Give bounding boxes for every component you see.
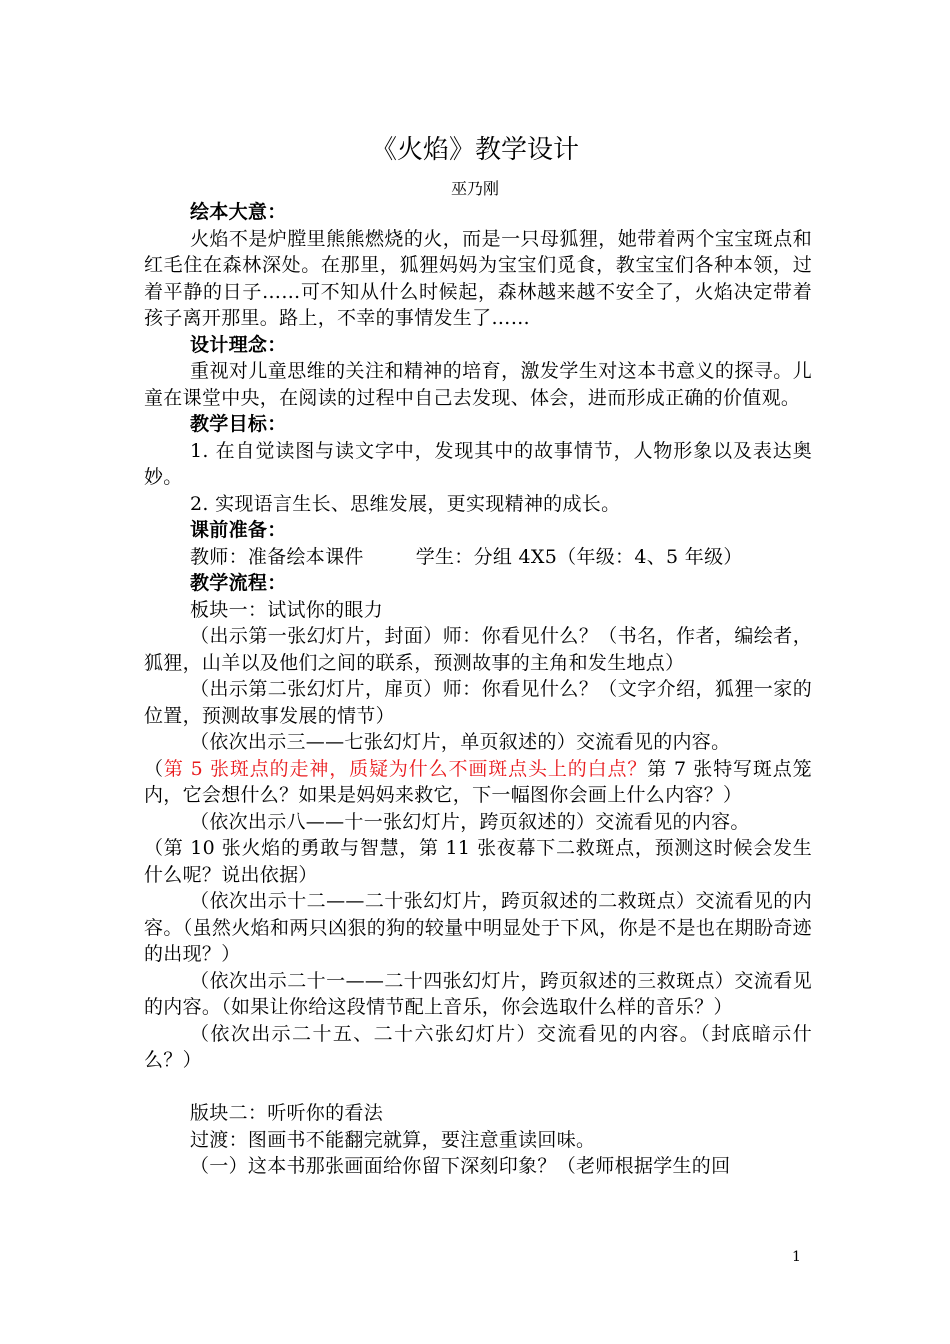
block1-paragraph-8: （依次出示二十一——二十四张幻灯片，跨页叙述的三救斑点）交流看见的内容。（如果让你给这段情节配上音乐，你会选取什么样的音乐？）	[144, 969, 812, 1018]
block2-title: 版块二：听听你的看法	[190, 1102, 384, 1124]
prep-heading: 课前准备：	[190, 519, 287, 541]
block1-paragraph-7: （依次出示十二——二十张幻灯片，跨页叙述的二救斑点）交流看见的内容。（虽然火焰和两只凶狠的狗的较量中明显处于下风，你是不是也在期盼奇迹的出现？）	[144, 890, 812, 965]
prep-line	[144, 544, 812, 571]
concept-heading: 设计理念：	[190, 333, 287, 356]
process-heading: 教学流程：	[190, 572, 287, 594]
block1-paragraph-9: （依次出示二十五、二十六张幻灯片）交流看见的内容。（封底暗示什么？）	[144, 1022, 812, 1071]
block2-transition: 过渡：图画书不能翻完就算，要注意重读回味。	[190, 1128, 596, 1151]
goals-heading: 教学目标：	[190, 413, 287, 435]
block1-paragraph-4	[144, 756, 812, 809]
block1-paragraph-5: （依次出示八——十一张幻灯片，跨页叙述的）交流看见的内容。	[190, 810, 750, 833]
block1-paragraph-3: （依次出示三——七张幻灯片，单页叙述的）交流看见的内容。	[190, 731, 731, 753]
block1-paragraph-1: （出示第一张幻灯片，封面）师：你看见什么？（书名，作者，编绘者，狐狸，山羊以及他们之间的联系，预测故事的主角和发生地点）	[144, 625, 812, 674]
block1-paragraph-4-highlight: 第 5 张斑点的走神，质疑为什么不画斑点头上的白点？	[163, 757, 648, 780]
document-title: 《火焰》教学设计	[370, 135, 579, 165]
block1-paragraph-4-rest: 第 7 张特写斑点笼内，它会想什么？如果是妈妈来救它，下一幅图你会画上什么内容？）	[144, 757, 812, 806]
block1-title: 板块一：试试你的眼力	[190, 598, 384, 621]
document-body	[144, 199, 812, 1180]
concept-text: 重视对儿童思维的关注和精神的培育，激发学生对这本书意义的探寻。儿童在课堂中央，在阅读的过程中自己去发现、体会，进而形成正确的价值观。	[144, 360, 812, 409]
blank-line	[144, 1074, 812, 1101]
summary-text: 火焰不是炉膛里熊熊燃烧的火，而是一只母狐狸，她带着两个宝宝斑点和红毛住在森林深处。在那里，狐狸妈妈为宝宝们觅食，教宝宝们各种本领，过着平静的日子……可不知从什么时候起，森林越来越不安全了，火焰决定带着孩子离开那里。路上，不幸的事情发生了……	[144, 227, 812, 329]
block1-paragraph-2: （出示第二张幻灯片，扉页）师：你看见什么？（文字介绍，狐狸一家的位置，预测故事发展的情节）	[144, 678, 812, 727]
prep-teacher: 教师：准备绘本课件	[190, 545, 364, 568]
block2-question-1: （一）这本书那张画面给你留下深刻印象？（老师根据学生的回	[190, 1155, 731, 1177]
goal-item-1: 1. 在自觉读图与读文字中，发现其中的故事情节，人物形象以及表达奥妙。	[144, 439, 812, 488]
summary-heading: 绘本大意：	[190, 201, 287, 223]
goal-item-2: 2. 实现语言生长、思维发展，更实现精神的成长。	[190, 492, 621, 515]
page-number: 1	[792, 1249, 801, 1265]
block1-paragraph-6: （第 10 张火焰的勇敢与智慧，第 11 张夜幕下二救斑点，预测这时候会发生什么呢？说出依据）	[144, 837, 812, 886]
block1-paragraph-4-open: （	[144, 757, 164, 780]
document-author: 巫乃刚	[450, 179, 499, 198]
prep-student: 学生：分组 4X5（年级：4、5 年级）	[415, 545, 743, 568]
